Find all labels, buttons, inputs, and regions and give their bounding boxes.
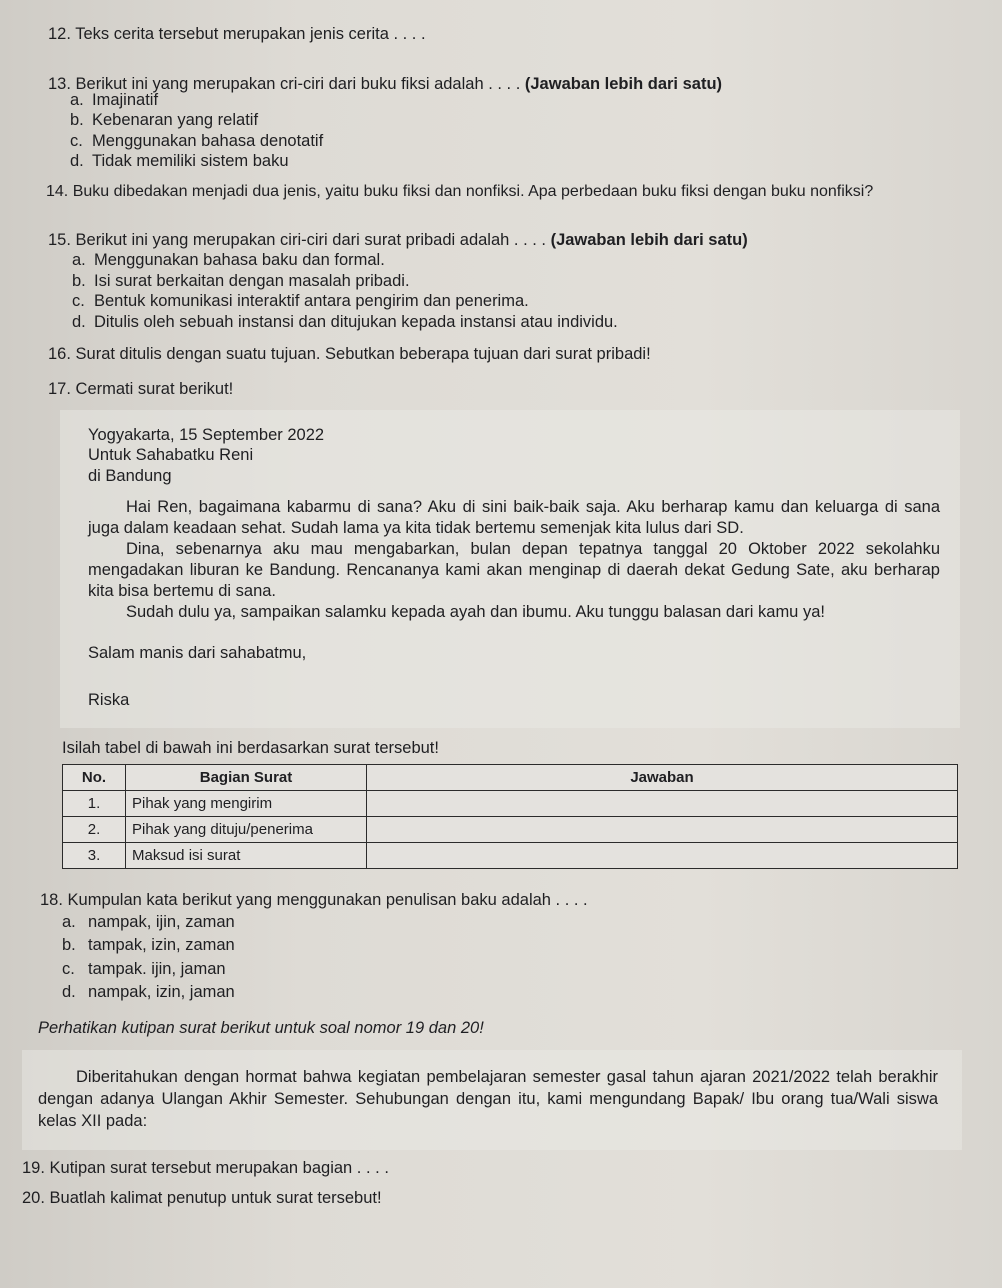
question-text: Buku dibedakan menjadi dua jenis, yaitu buku fiksi dan nonfiksi. Apa perbedaan buku fiksi dengan buku nonfiksi?: [72, 183, 874, 200]
option-c: [62, 959, 226, 979]
table-row: [63, 791, 958, 817]
cell-part: Pihak yang mengirim: [126, 791, 367, 817]
option-c: [70, 131, 323, 151]
cell-answer[interactable]: [367, 791, 958, 817]
option-letter: c.: [72, 292, 85, 310]
option-letter: c.: [62, 960, 75, 978]
option-letter: d.: [72, 313, 86, 331]
option-letter: a.: [62, 913, 76, 931]
question-number: 15.: [48, 231, 71, 249]
letter-closing: Salam manis dari sahabatmu,: [88, 644, 307, 662]
cell-no: 2.: [63, 817, 126, 843]
option-letter: b.: [70, 111, 84, 129]
option-b: [72, 271, 410, 291]
question-text: Teks cerita tersebut merupakan jenis cerita . . . .: [75, 25, 426, 43]
option-letter: b.: [72, 272, 86, 290]
table-instruction: Isilah tabel di bawah ini berdasarkan surat tersebut!: [62, 739, 439, 757]
question-text: Berikut ini yang merupakan ciri-ciri dari surat pribadi adalah . . . .: [75, 231, 551, 249]
letter-signature: Riska: [88, 691, 130, 709]
option-text: tampak. ijin, jaman: [88, 960, 226, 978]
question-17: [48, 379, 233, 399]
cell-answer[interactable]: [367, 843, 958, 869]
column-header-answer: Jawaban: [367, 765, 958, 791]
question-number: 16.: [48, 345, 71, 363]
option-letter: b.: [62, 936, 76, 954]
option-text: Menggunakan bahasa baku dan formal.: [94, 251, 385, 269]
table-header-row: [63, 765, 958, 791]
question-number: 17.: [48, 380, 71, 398]
option-c: [72, 291, 529, 311]
question-18: [40, 890, 588, 910]
option-letter: d.: [70, 152, 84, 170]
question-number: 14.: [46, 183, 69, 200]
option-d: [62, 982, 235, 1002]
question-note: (Jawaban lebih dari satu): [550, 231, 748, 249]
option-letter: a.: [72, 251, 86, 269]
option-d: [72, 312, 618, 332]
question-14: [46, 182, 873, 202]
question-number: 20.: [22, 1189, 45, 1207]
option-text: Tidak memiliki sistem baku: [92, 152, 289, 170]
option-d: [70, 151, 289, 171]
letter-recipient: Untuk Sahabatku Reni: [88, 446, 254, 464]
question-number: 19.: [22, 1159, 45, 1177]
letter-body: [88, 497, 940, 623]
option-text: Menggunakan bahasa denotatif: [92, 132, 324, 150]
cell-no: 3.: [63, 843, 126, 869]
option-text: Imajinatif: [92, 91, 159, 109]
column-header-part: Bagian Surat: [126, 765, 367, 791]
cell-answer[interactable]: [367, 817, 958, 843]
option-text: Kebenaran yang relatif: [92, 111, 259, 129]
question-text: Kumpulan kata berikut yang menggunakan penulisan baku adalah . . . .: [67, 891, 588, 909]
cell-part: Maksud isi surat: [126, 843, 367, 869]
excerpt-text: [38, 1066, 938, 1132]
option-text: Ditulis oleh sebuah instansi dan ditujukan kepada instansi atau individu.: [94, 313, 618, 331]
answer-table: [62, 764, 958, 869]
table-row: [63, 817, 958, 843]
question-text: Kutipan surat tersebut merupakan bagian . . . .: [49, 1159, 389, 1177]
letter-paragraph-1: Hai Ren, bagaimana kabarmu di sana? Aku di sini baik-baik saja. Aku berharap kamu dan keluarga di sana juga dalam keadaan sehat. Sudah lama ya kita tidak bertemu semenjak kita lulus dari SD.: [88, 498, 940, 537]
letter-recipient-place: di Bandung: [88, 467, 172, 485]
letter-paragraph-3: Sudah dulu ya, sampaikan salamku kepada ayah dan ibumu. Aku tunggu balasan dari kamu ya!: [126, 603, 825, 621]
question-text: Berikut ini yang merupakan cri-ciri dari buku fiksi adalah . . . .: [75, 75, 525, 93]
option-letter: a.: [70, 91, 84, 109]
option-b: [62, 935, 235, 955]
excerpt-intro: Perhatikan kutipan surat berikut untuk soal nomor 19 dan 20!: [38, 1019, 484, 1037]
letter-paragraph-2: Dina, sebenarnya aku mau mengabarkan, bulan depan tepatnya tanggal 20 Oktober 2022 sekolahku mengadakan liburan ke Bandung. Rencananya kami akan menginap di daerah dekat Gedung Sate, aku berharap kita bisa bertemu di sana.: [88, 540, 940, 600]
question-15: [48, 230, 748, 250]
question-note: (Jawaban lebih dari satu): [524, 75, 723, 93]
option-a: [62, 912, 235, 932]
option-text: Bentuk komunikasi interaktif antara pengirim dan penerima.: [94, 292, 529, 310]
question-number: 12.: [48, 25, 71, 43]
option-b: [70, 110, 258, 130]
question-text: Surat ditulis dengan suatu tujuan. Sebutkan beberapa tujuan dari surat pribadi!: [75, 345, 651, 363]
option-text: tampak, izin, zaman: [88, 936, 235, 954]
question-19: [22, 1158, 389, 1178]
option-a: [70, 90, 158, 110]
question-number: 13.: [48, 75, 71, 93]
question-text: Cermati surat berikut!: [75, 380, 234, 398]
option-a: [72, 250, 385, 270]
option-text: nampak, ijin, zaman: [88, 913, 235, 931]
option-text: Isi surat berkaitan dengan masalah pribadi.: [94, 272, 410, 290]
question-20: [22, 1188, 382, 1208]
question-16: [48, 344, 651, 364]
excerpt-paragraph: Diberitahukan dengan hormat bahwa kegiatan pembelajaran semester gasal tahun ajaran 2021/2022 telah berakhir dengan adanya Ulangan Akhir Semester. Sehubungan dengan itu, kami mengundang Bapak/ Ibu orang tua/Wali siswa kelas XII pada:: [38, 1068, 938, 1130]
option-letter: c.: [70, 132, 83, 150]
question-text: Buatlah kalimat penutup untuk surat tersebut!: [49, 1189, 382, 1207]
option-letter: d.: [62, 983, 76, 1001]
column-header-no: No.: [63, 765, 126, 791]
letter-place-date: Yogyakarta, 15 September 2022: [88, 426, 325, 444]
cell-no: 1.: [63, 791, 126, 817]
option-text: nampak, izin, jaman: [88, 983, 235, 1001]
table-row: [63, 843, 958, 869]
question-12: [48, 24, 426, 44]
question-number: 18.: [40, 891, 63, 909]
cell-part: Pihak yang dituju/penerima: [126, 817, 367, 843]
